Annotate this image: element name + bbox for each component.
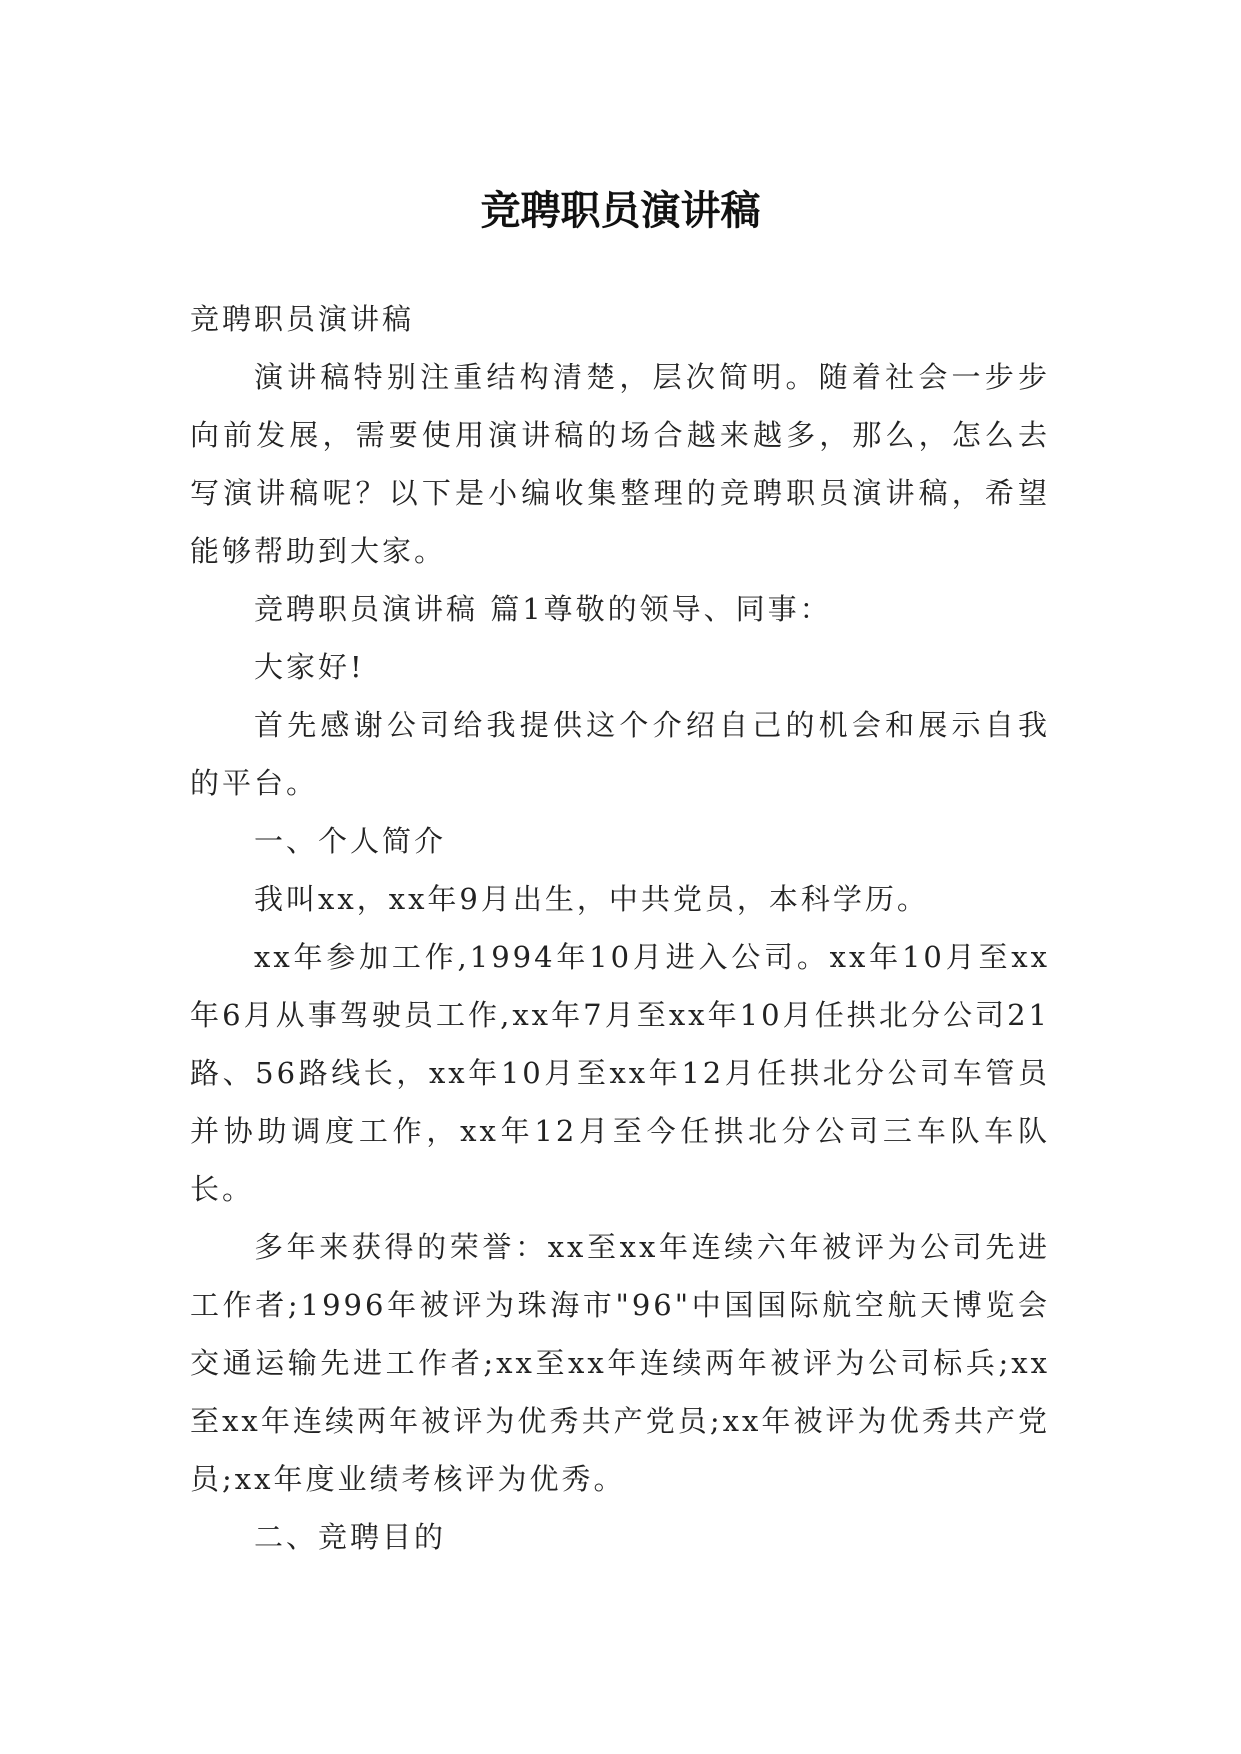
document-body [190,290,1050,1566]
paragraph-work-history: xx年参加工作,1994年10月进入公司。xx年10月至xx年6月从事驾驶员工作,xx年7月至xx年10月任拱北分公司21路、56路线长，xx年10月至xx年12月任拱北分公司车管员并协助调度工作，xx年12月至今任拱北分公司三车队车队长。 [190,940,1050,1206]
paragraph-honors: 多年来获得的荣誉：xx至xx年连续六年被评为公司先进工作者;1996年被评为珠海市"96"中国国际航空航天博览会交通运输先进工作者;xx至xx年连续两年被评为公司标兵;xx至xx年连续两年被评为优秀共产党员;xx年被评为优秀共产党员;xx年度业绩考核评为优秀。 [190,1230,1050,1496]
paragraph-salutation: 竞聘职员演讲稿 篇1尊敬的领导、同事： [254,592,832,626]
paragraph-intro: 演讲稿特别注重结构清楚，层次简明。随着社会一步步向前发展，需要使用演讲稿的场合越来越多，那么，怎么去写演讲稿呢？以下是小编收集整理的竞聘职员演讲稿，希望能够帮助到大家。 [190,360,1050,568]
paragraph-greeting: 大家好! [254,650,365,684]
document-title: 竞聘职员演讲稿 [480,186,761,234]
section-heading-purpose: 二、竞聘目的 [254,1520,447,1554]
paragraph-thanks: 首先感谢公司给我提供这个介绍自己的机会和展示自我的平台。 [190,708,1050,800]
paragraph-heading: 竞聘职员演讲稿 [190,302,415,336]
paragraph-self-intro: 我叫xx，xx年9月出生，中共党员，本科学历。 [254,882,929,916]
section-heading-profile: 一、个人简介 [254,824,447,858]
